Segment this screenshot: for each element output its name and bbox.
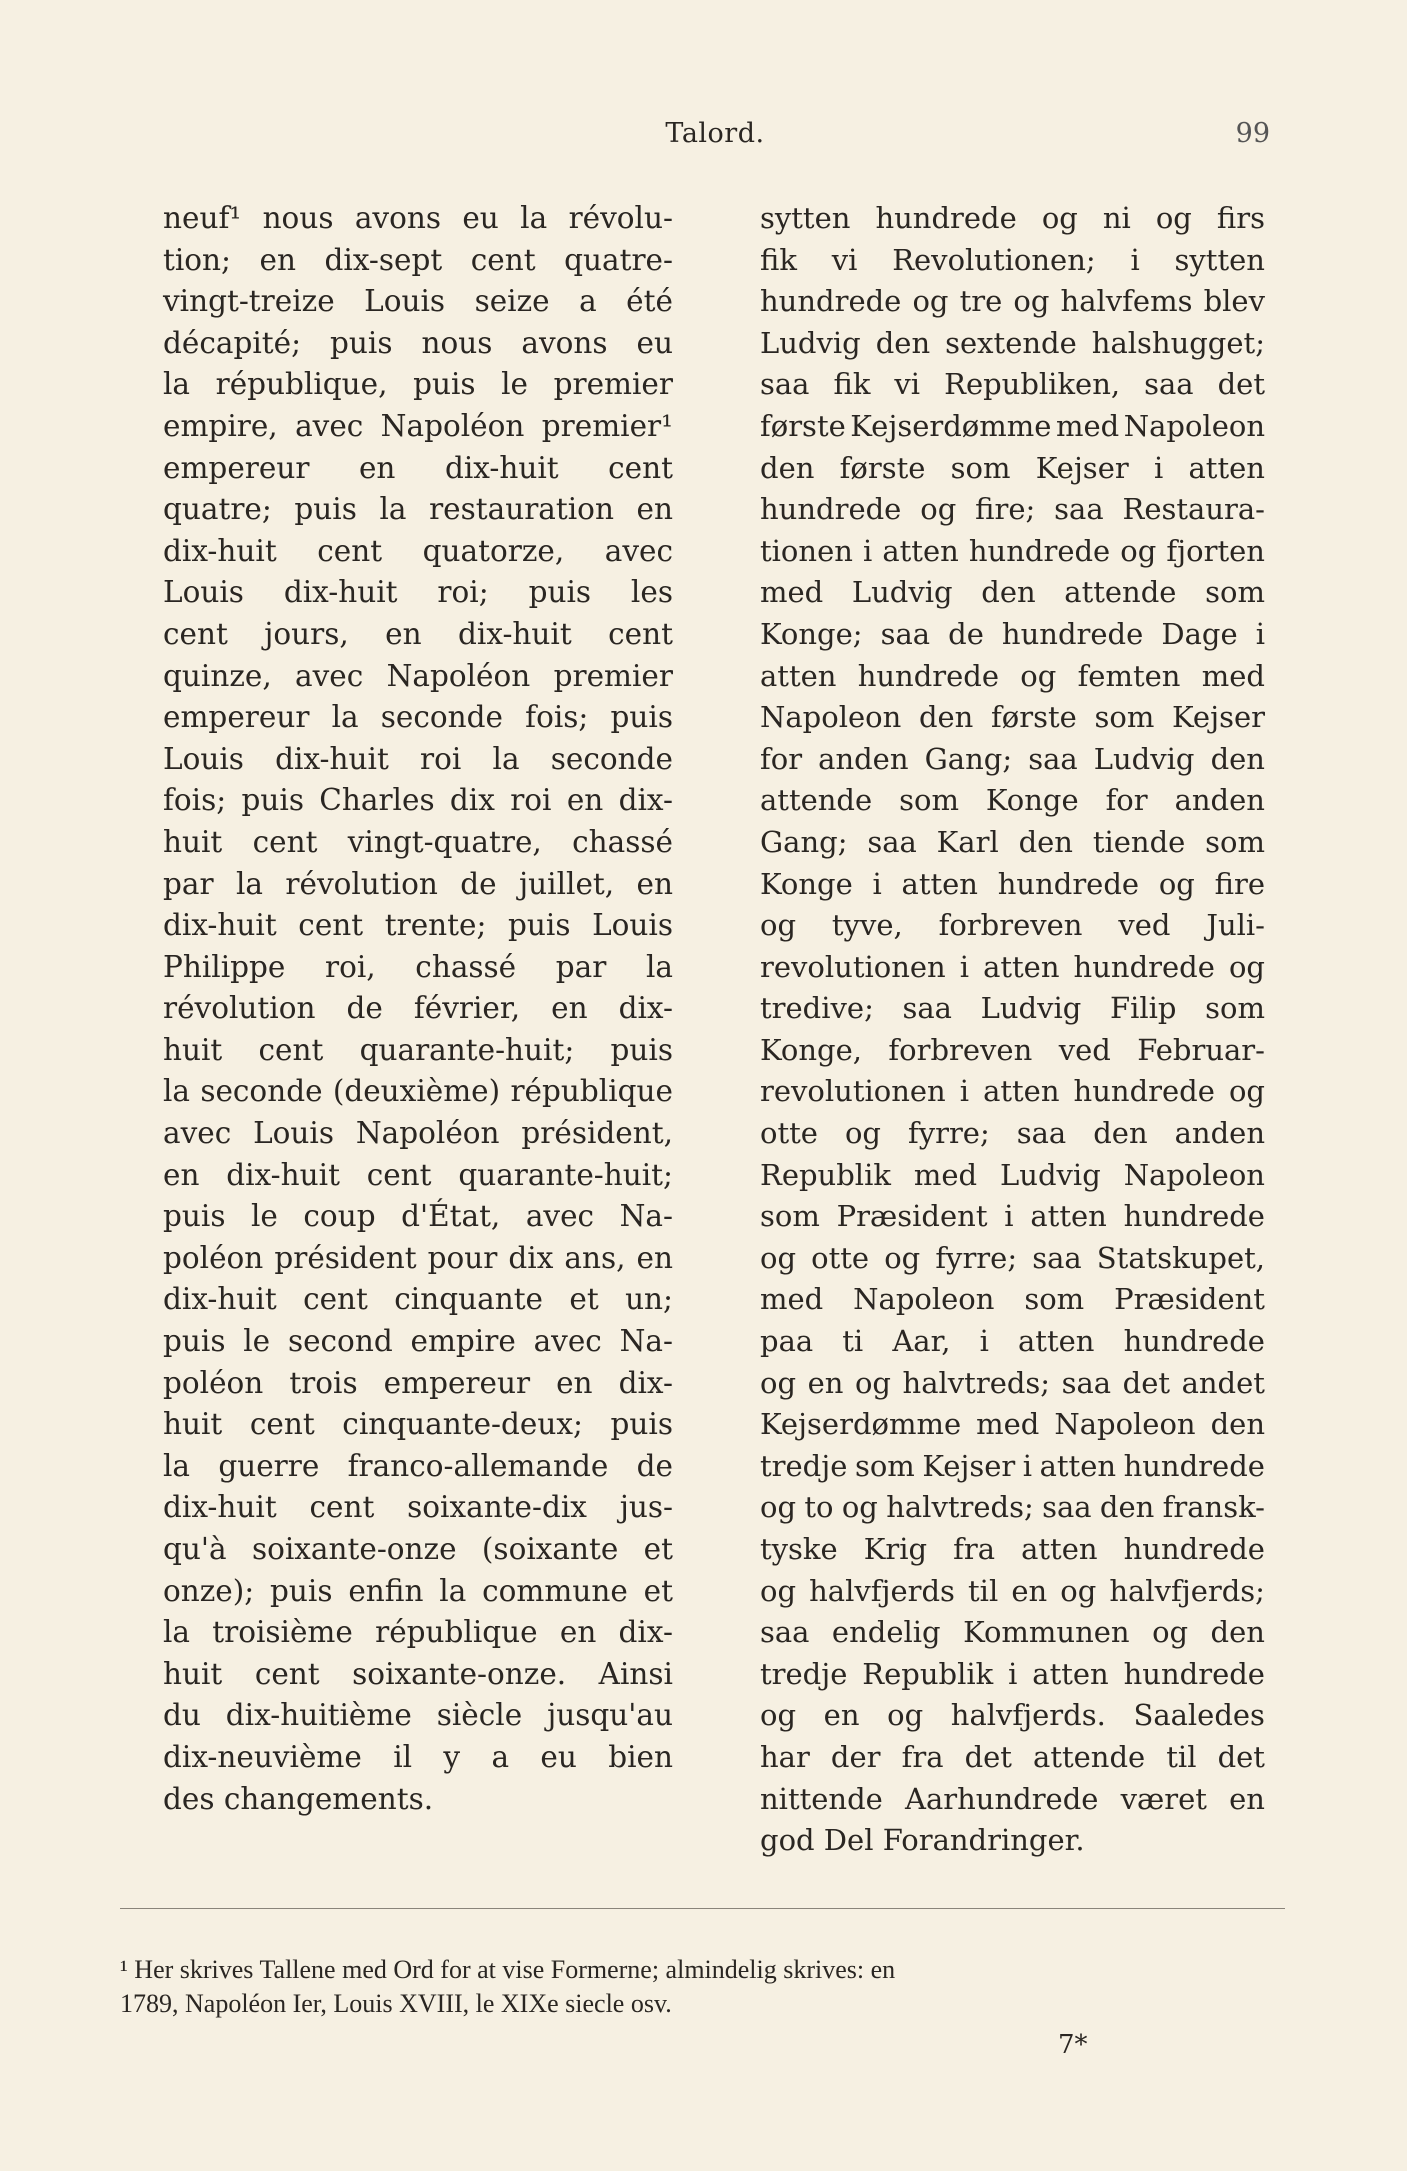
footnote — [120, 1953, 1285, 2021]
text-line: qu'à soixante-onze (soixante et — [163, 1532, 673, 1566]
text-line: den første som Kejser i atten — [760, 450, 1265, 485]
text-line: tredje som Kejser i atten hundrede — [760, 1448, 1265, 1483]
text-line: Konge, forbreven ved Februar- — [760, 1032, 1265, 1067]
text-line: Napoleon den første som Kejser — [760, 700, 1265, 735]
text-line: tredive; saa Ludvig Filip som — [760, 991, 1265, 1026]
text-line: poléon trois empereur en dix- — [163, 1365, 673, 1400]
text-line: dix-huit cent trente; puis Louis — [163, 908, 673, 943]
running-title: Talord. — [665, 118, 765, 149]
text-line: Konge i atten hundrede og fire — [760, 866, 1265, 901]
text-line: og en og halvtreds; saa det andet — [760, 1365, 1265, 1400]
text-line: poléon président pour dix ans, en — [163, 1240, 673, 1275]
text-line: en dix-huit cent quarante-huit; — [163, 1157, 673, 1192]
text-line: og to og halvtreds; saa den fransk- — [760, 1490, 1265, 1525]
footnote-line: ¹ Her skrives Tallene med Ord for at vise Formerne; almindelig skrives: en — [120, 1955, 896, 1984]
text-line: sytten hundrede og ni og firs — [760, 201, 1265, 235]
text-line: puis le second empire avec Na- — [163, 1324, 673, 1359]
text-line: du dix-huitième siècle jusqu'au — [163, 1698, 673, 1733]
text-line: puis le coup d'État, avec Na- — [163, 1199, 673, 1234]
text-line: empire, avec Napoléon premier¹ — [163, 408, 673, 443]
text-line: og tyve, forbreven ved Juli- — [760, 908, 1265, 943]
text-line: révolution de février, en dix- — [163, 991, 673, 1026]
text-line: quatre; puis la restauration en — [163, 492, 673, 527]
text-line: nittende Aarhundrede været en — [760, 1781, 1265, 1816]
text-line: huit cent quarante-huit; puis — [163, 1032, 673, 1067]
text-line: og en og halvfjerds. Saaledes — [760, 1698, 1265, 1733]
text-line: par la révolution de juillet, en — [163, 866, 673, 901]
text-line: Louis dix-huit roi; puis les — [163, 575, 673, 610]
text-line: revolutionen i atten hundrede og — [760, 949, 1265, 984]
text-line: dix-huit cent soixante-dix jus- — [163, 1490, 673, 1525]
footnote-line: 1789, Napoléon Ier, Louis XVIII, le XIXe siecle osv. — [120, 1989, 672, 2018]
text-line: som Præsident i atten hundrede — [760, 1199, 1265, 1234]
text-line: dix-huit cent quatorze, avec — [163, 533, 673, 568]
text-line: tionen i atten hundrede og fjorten — [760, 533, 1265, 568]
text-line: la république, puis le premier — [163, 367, 673, 402]
text-line: Philippe roi, chassé par la — [163, 949, 673, 984]
text-line: god Del Forandringer. — [760, 1823, 1085, 1858]
text-line: første Kejserdømme med Napoleon — [760, 408, 1265, 443]
text-line: hundrede og tre og halvfems blev — [760, 284, 1265, 319]
text-line: Louis dix-huit roi la seconde — [163, 741, 673, 776]
text-line: tredje Republik i atten hundrede — [760, 1656, 1265, 1691]
text-line: hundrede og fire; saa Restaura- — [760, 492, 1265, 527]
text-line: Kejserdømme med Napoleon den — [760, 1407, 1265, 1442]
text-line: har der fra det attende til det — [760, 1739, 1265, 1774]
text-line: med Napoleon som Præsident — [760, 1282, 1265, 1317]
text-line: avec Louis Napoléon président, — [163, 1116, 673, 1151]
text-line: huit cent cinquante-deux; puis — [163, 1407, 673, 1442]
text-line: la guerre franco-allemande de — [163, 1448, 673, 1483]
text-line: fik vi Revolutionen; i sytten — [760, 242, 1265, 277]
text-line: dix-huit cent cinquante et un; — [163, 1282, 673, 1317]
text-line: for anden Gang; saa Ludvig den — [760, 741, 1265, 776]
text-line: Ludvig den sextende halshugget; — [760, 325, 1265, 360]
text-line: quinze, avec Napoléon premier — [163, 658, 673, 693]
text-line: dix-neuvième il y a eu bien — [163, 1739, 673, 1774]
text-line: paa ti Aar, i atten hundrede — [760, 1324, 1265, 1359]
text-line: empereur la seconde fois; puis — [163, 700, 673, 735]
text-line: og halvfjerds til en og halvfjerds; — [760, 1573, 1265, 1608]
text-line: onze); puis enfin la commune et — [163, 1573, 673, 1608]
text-line: neuf¹ nous avons eu la révolu- — [163, 201, 673, 235]
text-line: otte og fyrre; saa den anden — [760, 1116, 1265, 1151]
text-line: Republik med Ludvig Napoleon — [760, 1157, 1265, 1192]
text-line: atten hundrede og femten med — [760, 658, 1265, 693]
text-line: tyske Krig fra atten hundrede — [760, 1532, 1265, 1566]
text-line: saa endelig Kommunen og den — [760, 1615, 1265, 1650]
text-line: cent jours, en dix-huit cent — [163, 616, 673, 651]
text-line: attende som Konge for anden — [760, 783, 1265, 818]
text-line: la seconde (deuxième) république — [163, 1074, 673, 1109]
text-line: og otte og fyrre; saa Statskupet, — [760, 1240, 1265, 1275]
text-line: saa fik vi Republiken, saa det — [760, 367, 1265, 402]
text-line: empereur en dix-huit cent — [163, 450, 673, 485]
text-line: fois; puis Charles dix roi en dix- — [163, 783, 673, 818]
text-line: huit cent vingt-quatre, chassé — [163, 824, 673, 859]
page-number: 99 — [1235, 118, 1270, 149]
text-line: des changements. — [163, 1781, 434, 1816]
footnote-separator — [120, 1908, 1285, 1909]
text-line: Gang; saa Karl den tiende som — [760, 824, 1265, 859]
text-line: vingt-treize Louis seize a été — [163, 284, 673, 319]
text-line: la troisième république en dix- — [163, 1615, 673, 1650]
text-line: tion; en dix-sept cent quatre- — [163, 242, 673, 277]
norwegian-text-column — [760, 198, 1265, 1862]
running-header — [160, 118, 1270, 158]
text-line: Konge; saa de hundrede Dage i — [760, 616, 1265, 651]
signature-mark: 7* — [1058, 2030, 1088, 2060]
text-line: revolutionen i atten hundrede og — [760, 1074, 1265, 1109]
text-line: décapité; puis nous avons eu — [163, 325, 673, 360]
text-line: med Ludvig den attende som — [760, 575, 1265, 610]
french-text-column — [163, 198, 673, 1820]
text-line: huit cent soixante-onze. Ainsi — [163, 1656, 673, 1691]
